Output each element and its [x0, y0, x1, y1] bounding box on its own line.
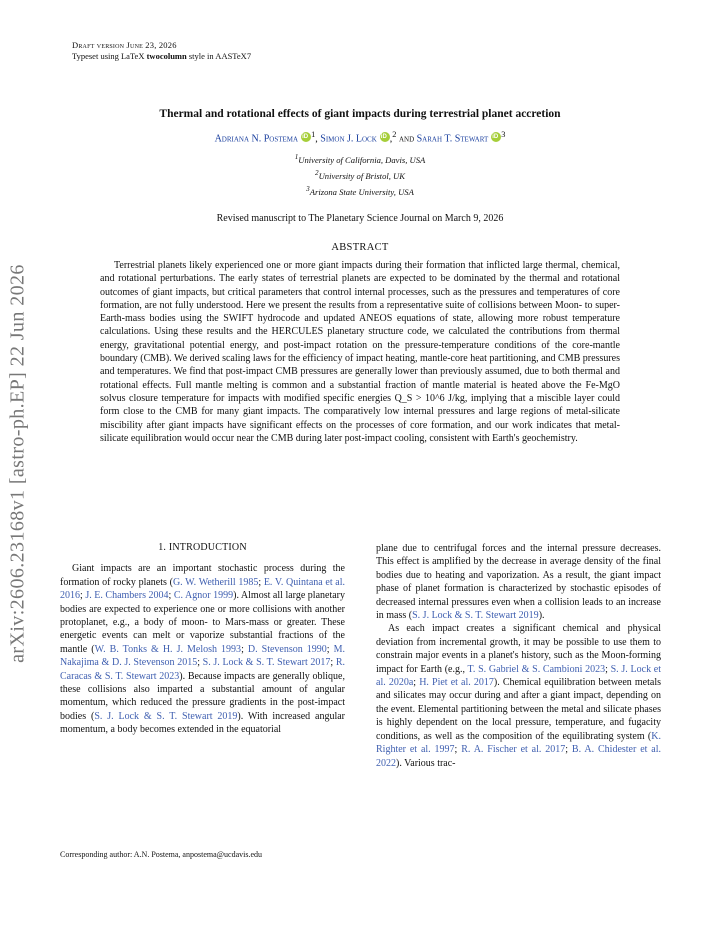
affiliation	[60, 183, 660, 199]
paragraph: plane due to centrifugal forces and the internal pressure decreases. This effect is amplified by the decrease in average density of the final bodies due to heating and vaporization. As a result, the giant impact phase of planet formation is characterized by stochastic episodes of decreased internal pressures even when a collision leads to an increase in mass (S. J. Lock & S. T. Stewart 2019).	[376, 543, 661, 622]
arxiv-stamp[interactable]: arXiv:2606.23168v1 [astro-ph.EP] 22 Jun 2026	[6, 264, 29, 663]
citation-link[interactable]: S. J. Lock & S. T. Stewart 2019	[412, 610, 539, 622]
affiliation	[60, 167, 660, 183]
draft-version: Draft version June 23, 2026	[72, 40, 177, 50]
authors-and: and	[398, 133, 415, 145]
citation-link[interactable]: G. W. Wetherill 1985	[172, 576, 259, 588]
typeset-line	[72, 51, 251, 62]
affiliation	[60, 151, 660, 167]
citation-link[interactable]: W. B. Tonks & H. J. Melosh 1993	[94, 643, 242, 655]
author-name[interactable]: Simon J. Lock	[320, 133, 377, 145]
author-list: Adriana N. PostemaiD $^1$, Simon J. LockiD ,$^2$ and Sarah T. StewartiD $^3$	[60, 130, 660, 144]
abstract-body: Terrestrial planets likely experienced one or more giant impacts during their formation that inflicted large thermal, chemical, and rotational perturbations. The early states of terrestrial planets are expected to be dominated by the thermal and rotational outcomes of giant impacts, but critical parameters that control internal processes, such as the pressures and temperatures of core formation, are not fully understood. Here we present the results from a representative suite of collisions between Moon- to super-Earth-mass bodies using the SWIFT hydrocode and updated ANEOS equations of state, allowing more robust temperature calculations. Using these results and the HERCULES planetary structure code, we calculated the contributions from thermal energy, gravitational potential energy, and post-impact rotation on the pressure-temperature conditions of the core-mantle boundary (CMB). We derived scaling laws for the efficiency of impact heating, mantle-core heat partitioning, and CMB pressures and temperatures. We find that post-impact CMB pressures are generally lower than previously assumed, due to both thermal and rotational effects. Full mantle melting is common and a substantial fraction of mantle material is heated above the Fe-MgO solvus closure temperature for impacts with modified specific energies Q_S > 10^6 J/kg, implying that a miscible layer could form close to the CMB for many giant impacts. The comparatively low internal pressures and large regions of metal-silicate miscibility after giant impacts have significant effects on the processes of core formation, and our work indicates that metal-silicate equilibration would occur near the CMB during later post-impact cooling, consistent with Earth's geochemistry.	[100, 260, 620, 444]
aff-num: 3	[306, 184, 310, 193]
section-title: 1. INTRODUCTION	[158, 542, 247, 553]
author-aff: 3	[501, 130, 506, 139]
typeset-pre: Typeset using	[72, 51, 121, 61]
citation-link[interactable]: J. E. Chambers 2004	[85, 590, 169, 602]
aff-text: Arizona State University, USA	[309, 186, 414, 197]
author-aff: 2	[392, 130, 397, 139]
citation-link[interactable]: K. Righter et al. 1997	[376, 730, 661, 756]
typeset-style: twocolumn	[146, 51, 187, 61]
revised-note: Revised manuscript to The Planetary Science Journal on March 9, 2026	[216, 213, 504, 224]
citation-link[interactable]: S. J. Lock & S. T. Stewart 2017	[202, 657, 331, 669]
aff-text: University of California, Davis, USA	[298, 154, 426, 165]
citation-link[interactable]: C. Agnor 1999	[173, 590, 234, 602]
citation-link[interactable]: S. J. Lock & S. T. Stewart 2019	[94, 710, 238, 722]
citation-link[interactable]: T. S. Gabriel & S. Cambioni 2023	[467, 663, 606, 675]
author-aff: 1	[311, 130, 316, 139]
citation-link[interactable]: E. V. Quintana et al. 2016	[60, 576, 346, 602]
orcid-icon[interactable]	[301, 132, 311, 142]
paragraph: Giant impacts are an important stochastic process during the formation of rocky planets (G. W. Wetherill 1985; E. V. Quintana et al. 2016; J. E. Chambers 2004; C. Agnor 1999). Almost all large planetary bodies are expected to experience one or more collisions with another protoplanet, e.g., a body of moon- to Mars-mass or greater. These energetic events can melt or vaporize substantial fractions of the mantle (W. B. Tonks & H. J. Melosh 1993; D. Stevenson 1990; M. Nakajima & D. J. Stevenson 2015; S. J. Lock & S. T. Stewart 2017; R. Caracas & S. T. Stewart 2023). Because impacts are generally oblique, these collisions also imparted a substantial amount of angular momentum, which reduced the pressure gradients in the post-impact bodies (S. J. Lock & S. T. Stewart 2019). With increased angular momentum, a body becomes extended in the equatorial	[60, 563, 346, 736]
citation-link[interactable]: S. J. Lock et al. 2020a	[376, 663, 662, 689]
citation-link[interactable]: R. Caracas & S. T. Stewart 2023	[60, 657, 346, 682]
page-header	[72, 40, 251, 62]
typeset-post: style in AASTeX7	[186, 51, 252, 61]
citation-link[interactable]: D. Stevenson 1990	[247, 643, 327, 655]
author-name[interactable]: Sarah T. Stewart	[416, 133, 489, 145]
right-column	[376, 542, 661, 770]
corresponding-author: Corresponding author: A.N. Postema, anpostema@ucdavis.edu	[60, 850, 262, 859]
author-name[interactable]: Adriana N. Postema	[214, 133, 299, 145]
aff-num: 1	[294, 153, 299, 161]
orcid-icon[interactable]	[491, 132, 501, 142]
left-column	[60, 542, 346, 737]
citation-link[interactable]: M. Nakajima & D. J. Stevenson 2015	[60, 643, 346, 669]
aff-text: University of Bristol, UK	[318, 170, 405, 181]
aff-num: 2	[315, 168, 319, 177]
citation-link[interactable]: R. A. Fischer et al. 2017	[461, 744, 566, 756]
affiliations	[60, 151, 660, 199]
orcid-icon[interactable]	[380, 132, 390, 142]
citation-link[interactable]: B. A. Chidester et al. 2022	[376, 744, 661, 769]
paragraph: As each impact creates a significant chemical and physical deviation from incremental growth, it may be possible to use them to constrain major events in a planet's history, such as the Moon-forming impact for Earth (e.g., T. S. Gabriel & S. Cambioni 2023; S. J. Lock et al. 2020a; H. Piet et al. 2017). Chemical equilibration between metals and silicates may occur during and after a giant impact, depending on the event. Elemental partitioning between the metal and silicate phases is highly dependent on the local pressure, temperature, and fugacity conditions, as well as the composition of the equilibrating system (K. Righter et al. 1997; R. A. Fischer et al. 2017; B. A. Chidester et al. 2022). Various trac-	[376, 623, 662, 769]
latex-logo: LaTeX	[120, 51, 145, 61]
abstract-heading: ABSTRACT	[331, 242, 389, 253]
paper-title: Thermal and rotational effects of giant impacts during terrestrial planet accretion	[159, 108, 561, 120]
citation-link[interactable]: H. Piet et al. 2017	[419, 677, 494, 689]
